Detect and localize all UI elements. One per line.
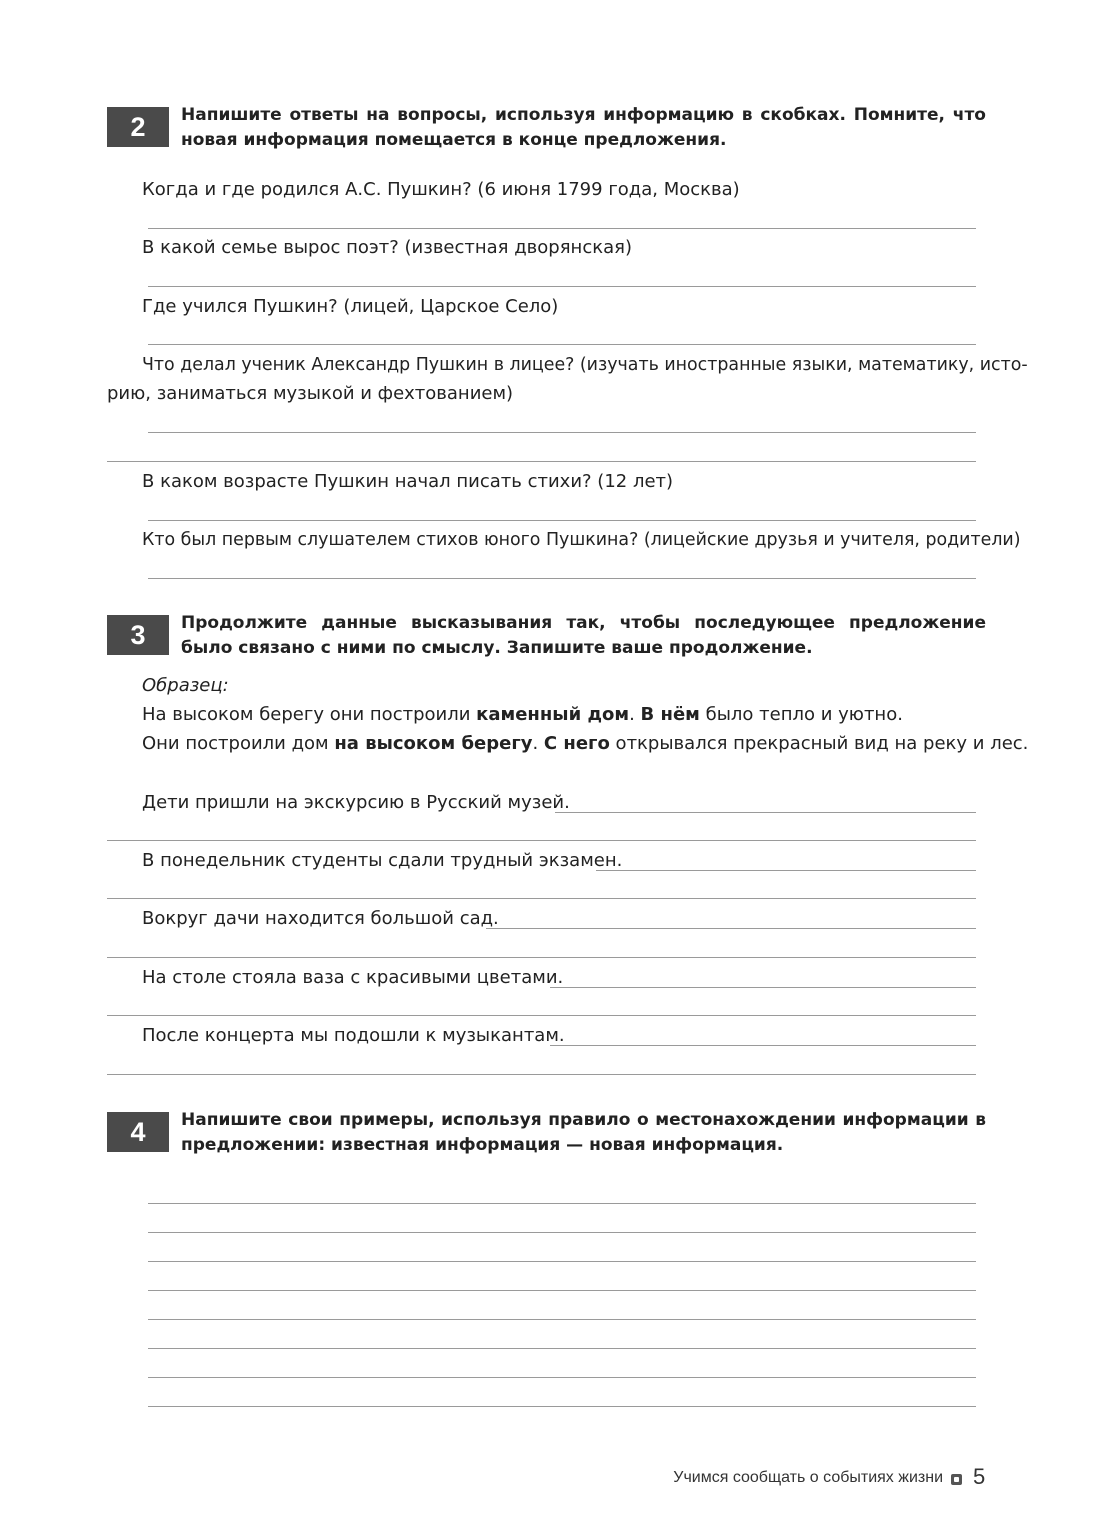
answer-line[interactable] xyxy=(148,1232,976,1233)
footer-title: Учимся сообщать о событиях жизни xyxy=(673,1469,943,1486)
answer-line[interactable] xyxy=(550,987,976,988)
answer-line[interactable] xyxy=(148,432,976,433)
answer-line[interactable] xyxy=(107,898,976,899)
answer-line[interactable] xyxy=(486,928,976,929)
page-number: 5 xyxy=(973,1464,986,1489)
question-5: В каком возрасте Пушкин начал писать стихи? (12 лет) xyxy=(142,471,674,492)
statement-2: В понедельник студенты сдали трудный экзамен. xyxy=(142,850,623,871)
answer-line[interactable] xyxy=(148,1261,976,1262)
exercise-2-number: 2 xyxy=(107,107,169,147)
answer-line[interactable] xyxy=(107,1015,976,1016)
question-3: Где учился Пушкин? (лицей, Царское Село) xyxy=(142,296,559,317)
statement-3: Вокруг дачи находится большой сад. xyxy=(142,908,499,929)
sample-label: Образец: xyxy=(142,675,229,696)
question-4-line-2: рию, заниматься музыкой и фехтованием) xyxy=(107,383,514,404)
answer-line[interactable] xyxy=(148,1290,976,1291)
answer-line[interactable] xyxy=(107,461,976,462)
answer-line[interactable] xyxy=(107,957,976,958)
answer-line[interactable] xyxy=(107,840,976,841)
question-1: Когда и где родился А.С. Пушкин? (6 июня 1799 года, Москва) xyxy=(142,179,740,200)
exercise-4-instruction: Напишите свои примеры, используя правило о местонахождении информации в предложении: известная информация — новая информация. xyxy=(181,1110,986,1155)
answer-line[interactable] xyxy=(550,1045,976,1046)
exercise-4-number: 4 xyxy=(107,1112,169,1152)
answer-line[interactable] xyxy=(148,1319,976,1320)
statement-5: После концерта мы подошли к музыкантам. xyxy=(142,1025,565,1046)
exercise-3-instruction: Продолжите данные высказывания так, чтобы последующее предложение было связано с ними по смыслу. Запишите ваше продолжение. xyxy=(181,613,986,658)
answer-line[interactable] xyxy=(596,870,976,871)
answer-line[interactable] xyxy=(148,228,976,229)
answer-line[interactable] xyxy=(148,520,976,521)
footer-square-icon xyxy=(951,1474,962,1485)
question-6: Кто был первым слушателем стихов юного Пушкина? (лицейские друзья и учителя, родители) xyxy=(142,530,1021,550)
statement-4: На столе стояла ваза с красивыми цветами. xyxy=(142,967,564,988)
answer-line[interactable] xyxy=(148,1377,976,1378)
answer-line[interactable] xyxy=(148,1203,976,1204)
answer-line[interactable] xyxy=(555,812,976,813)
answer-line[interactable] xyxy=(148,1348,976,1349)
answer-line[interactable] xyxy=(148,1406,976,1407)
exercise-3-number: 3 xyxy=(107,615,169,655)
question-2: В какой семье вырос поэт? (известная дворянская) xyxy=(142,237,632,258)
answer-line[interactable] xyxy=(148,344,976,345)
sample-sentence-1: На высоком берегу они построили каменный дом. В нём было тепло и уютно. xyxy=(142,704,903,725)
sample-sentence-2: Они построили дом на высоком берегу. С него открывался прекрасный вид на реку и лес. xyxy=(142,733,1029,754)
question-4-line-1: Что делал ученик Александр Пушкин в лицее? (изучать иностранные языки, математику, исто- xyxy=(142,355,1028,375)
statement-1: Дети пришли на экскурсию в Русский музей. xyxy=(142,792,570,813)
answer-line[interactable] xyxy=(107,1074,976,1075)
answer-line[interactable] xyxy=(148,578,976,579)
answer-line[interactable] xyxy=(148,286,976,287)
exercise-2-instruction: Напишите ответы на вопросы, используя информацию в скобках. Помните, что новая информация помещается в конце предложения. xyxy=(181,105,986,150)
